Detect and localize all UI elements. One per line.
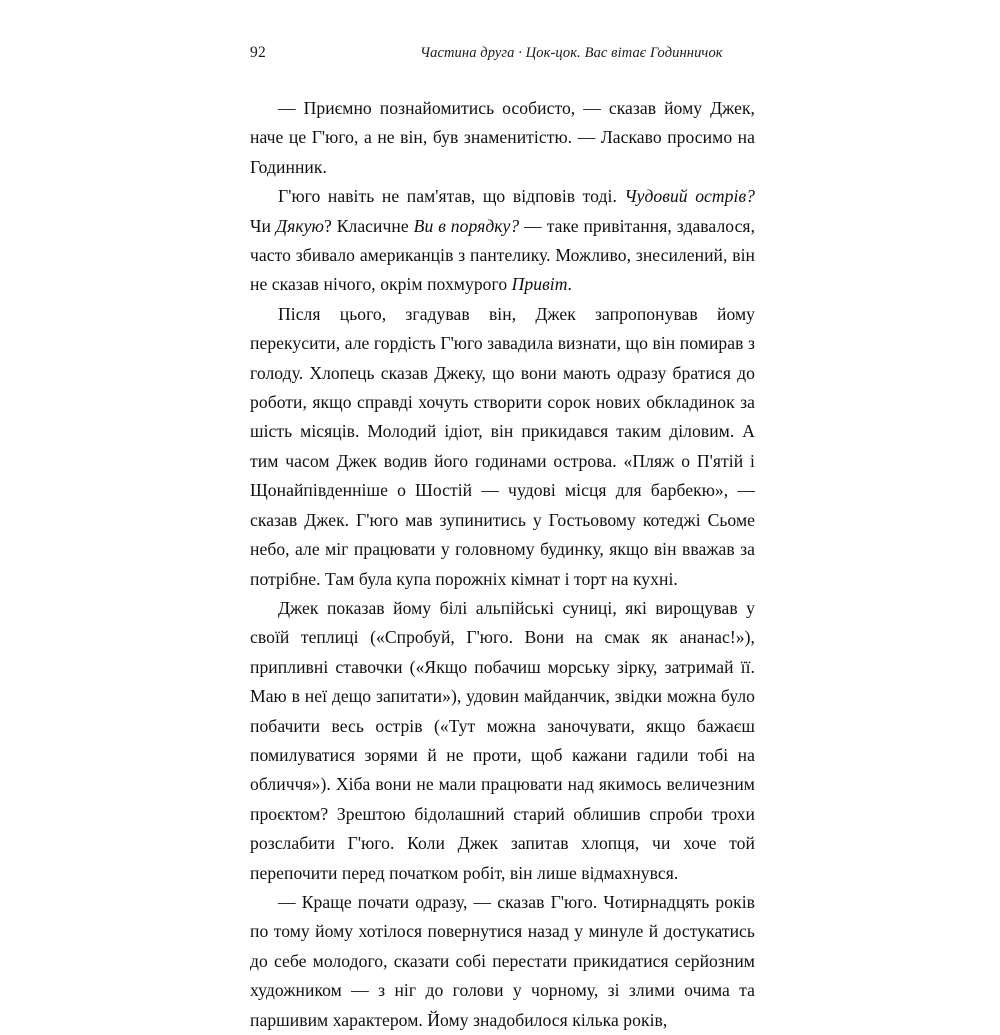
italic-vy-v-poriadku: Ви в порядку?	[413, 215, 520, 236]
paragraph-4: Джек показав йому білі альпійські суниці, які вирощував у своїй теплиці («Спробуй, Г'юго. Вони на смак як ананас!»), припливні ставочки («Якщо побачиш морську зірку, затримай її. Маю в неї дещо запитати»), удовин майданчик, звідки можна було побачити весь острів («Тут можна заночувати, якщо бажаєш помилуватися зорями й не проти, щоб кажани гадили тобі на обличчя»). Хіба вони не мали працювати над якимось величезним проєктом? Зрештою бідолашний старий облишив спроби трохи розслабити Г'юго. Коли Джек запитав хлопця, чи хоче той перепочити перед початком робіт, він лише відмахнувся.	[250, 597, 755, 883]
paragraph-3: Після цього, згадував він, Джек запропонував йому перекусити, але гордість Г'юго завадила визнати, що він помирав з голоду. Хлопець сказав Джеку, що вони мають одразу братися до роботи, якщо справді хочуть створити сорок нових обкладинок за шість місяців. Молодий ідіот, він прикидався таким діловим. А тим часом Джек водив його годинами острова. «Пляж о П'ятій і Щонайпівденніше о Шостій — чудові місця для барбекю», — сказав Джек. Г'юго мав зупинитись у Гостьовому котеджі Сьоме небо, але міг працювати у головному будинку, якщо він вважав за потрібне. Там була купа порожніх кімнат і торт на кухні.	[250, 303, 755, 589]
page-content-block	[250, 44, 755, 1035]
italic-pryvit: Привіт	[511, 274, 568, 295]
paragraph-5: — Краще почати одразу, — сказав Г'юго. Чотирнадцять років по тому йому хотілося повернутися назад у минуле й достукатись до себе молодого, сказати собі перестати прикидатися серйозним художником — з ніг до голови у чорному, зі злими очима та паршивим характером. Йому знадобилося кілька років,	[250, 891, 755, 1030]
paragraph-2-run-3: ? Класичне	[323, 215, 414, 236]
paragraph-2-run-2: Чи	[250, 215, 276, 236]
body-text	[250, 94, 755, 1035]
paragraph-2-run-4: — таке привітання, здавалося, часто збивало американців з пантелику. Можливо, знесилений, він не сказав нічого, окрім похмурого	[250, 215, 756, 295]
paragraph-2-run-1: Г'юго навіть не пам'ятав, що відповів тоді.	[278, 186, 625, 207]
paragraph-2-run-5: .	[567, 274, 572, 295]
running-head-title: Частина друга · Цок-цок. Вас вітає Годинничок	[420, 45, 723, 61]
italic-chudovyi-ostriv: Чудовий острів?	[624, 186, 755, 207]
paragraph-2	[250, 182, 755, 300]
page-number: 92	[250, 44, 266, 61]
running-head	[250, 44, 755, 68]
paragraph-1: — Приємно познайомитись особисто, — сказав йому Джек, наче це Г'юго, а не він, був знаменитістю. — Ласкаво просимо на Годинник.	[250, 98, 755, 177]
italic-diakuiu: Дякую	[275, 215, 324, 236]
